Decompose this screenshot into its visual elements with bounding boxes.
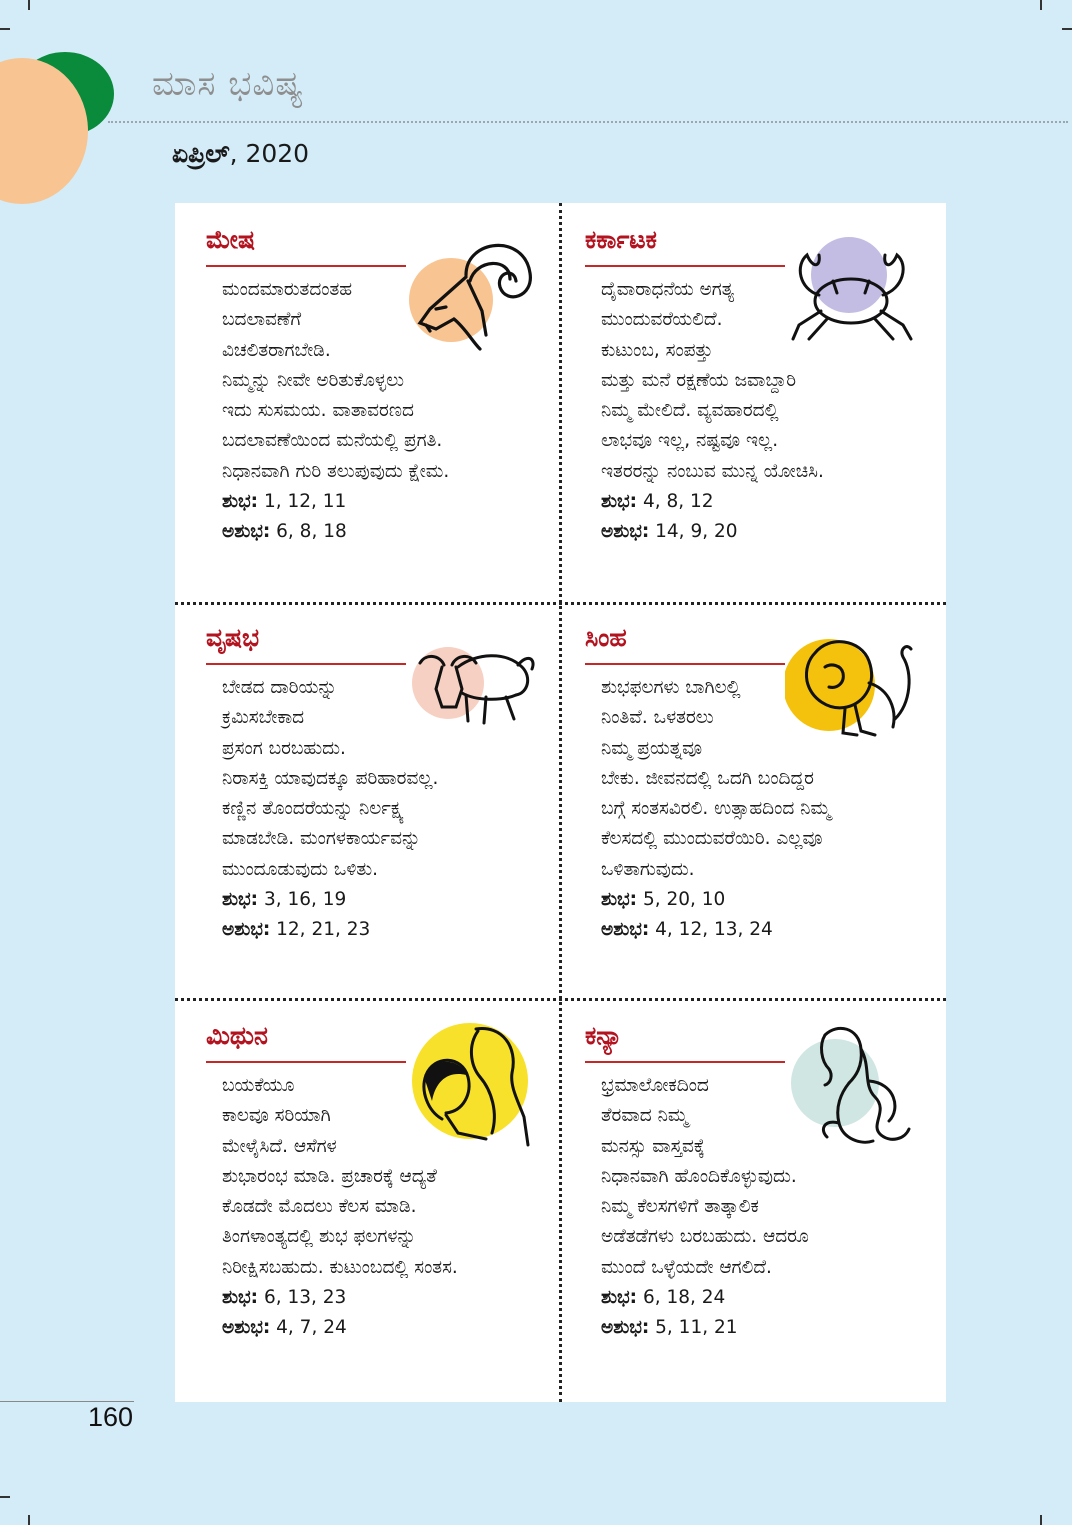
body-line: ಮುಂದೂಡುವುದು ಒಳಿತು. [222, 858, 378, 880]
lucky-values: 6, 18, 24 [642, 1287, 726, 1308]
body-line: ನಿಮ್ಮ ಪ್ರಯತ್ನವೂ [601, 737, 703, 759]
lucky-label: ಶುಭ: [601, 491, 638, 512]
body-line: ಲಾಭವೂ ಇಲ್ಲ, ನಷ್ಟವೂ ಇಲ್ಲ. [601, 430, 779, 452]
body-line: ಬದಲಾವಣೆಯಿಂದ ಮನೆಯಲ್ಲಿ ಪ್ರಗತಿ. [222, 430, 443, 452]
lucky-values: 3, 16, 19 [263, 889, 347, 910]
crop-mark [0, 1496, 10, 1498]
sign-body [222, 1071, 544, 1283]
body-line: ನಿಧಾನವಾಗಿ ಗುರಿ ತಲುಪುವುದು ಕ್ಷೇಮ. [222, 460, 450, 482]
sign-card-karkataka [585, 203, 925, 583]
sign-card-kanya [585, 999, 925, 1379]
sign-underline [206, 265, 406, 267]
sign-underline [585, 1061, 785, 1063]
lucky-label: ಶುಭ: [222, 491, 259, 512]
body-line: ಮುಂದೆ ಒಳ್ಳೆಯದೇ ಆಗಲಿದೆ. [601, 1256, 772, 1278]
sign-name: ಮೇಷ [206, 225, 255, 254]
body-line: ನಿರೀಕ್ಷಿಸಬಹುದು. ಕುಟುಂಬದಲ್ಲಿ ಸಂತಸ. [222, 1256, 458, 1278]
crop-mark [1040, 0, 1042, 10]
body-line: ಮಾಡಬೇಡಿ. ಮಂಗಳಕಾರ್ಯವನ್ನು [222, 828, 421, 850]
body-line: ನಿಮ್ಮನ್ನು ನೀವೇ ಅರಿತುಕೊಳ್ಳಲು [222, 369, 404, 391]
sign-card-mesha [206, 203, 546, 583]
body-line: ಭ್ರಮಾಲೋಕದಿಂದ [601, 1075, 709, 1096]
body-line: ಇತರರನ್ನು ನಂಬುವ ಮುನ್ನ ಯೋಚಿಸಿ. [601, 460, 824, 482]
sign-underline [206, 663, 406, 665]
body-line: ಬೇಕು. ಜೀವನದಲ್ಲಿ ಒದಗಿ ಬಂದಿದ್ದರ [601, 767, 814, 789]
body-line: ಕೆಲಸದಲ್ಲಿ ಮುಂದುವರೆಯಿರಿ. ಎಲ್ಲವೂ [601, 828, 823, 850]
body-line: ಕೊಡದೇ ಮೊದಲು ಕೆಲಸ ಮಾಡಿ. [222, 1196, 417, 1218]
unlucky-dates [222, 915, 542, 945]
body-line: ಪ್ರಸಂಗ ಬರಬಹುದು. [222, 737, 346, 759]
sign-body [222, 275, 544, 487]
body-line: ಮೇಳೈಸಿದೆ. ಆಸೆಗಳ [222, 1135, 337, 1157]
crop-mark [28, 0, 30, 10]
year-label: 2020 [245, 139, 310, 168]
unlucky-values: 5, 11, 21 [655, 1317, 738, 1338]
lucky-values: 1, 12, 11 [263, 491, 347, 512]
title-divider [108, 121, 1068, 123]
unlucky-label: ಅಶುಭ: [222, 521, 271, 542]
sign-name: ಮಿಥುನ [206, 1021, 268, 1050]
unlucky-dates [222, 517, 542, 547]
body-line: ಕುಟುಂಬ, ಸಂಪತ್ತು [601, 339, 713, 361]
unlucky-dates [222, 1313, 542, 1343]
unlucky-label: ಅಶುಭ: [601, 919, 650, 940]
unlucky-values: 6, 8, 18 [276, 521, 347, 542]
body-line: ಕ್ರಮಿಸಬೇಕಾದ [222, 707, 305, 729]
body-line: ಬಗ್ಗೆ ಸಂತಸವಿರಲಿ. ಉತ್ಸಾಹದಿಂದ ನಿಮ್ಮ [601, 798, 831, 820]
body-line: ನಿಮ್ಮ ಕೆಲಸಗಳಿಗೆ ತಾತ್ಕಾಲಿಕ [601, 1196, 759, 1218]
column-divider [559, 203, 562, 1402]
crop-mark [1040, 1515, 1042, 1525]
lucky-values: 5, 20, 10 [642, 889, 726, 910]
unlucky-label: ಅಶುಭ: [222, 919, 271, 940]
sign-body [601, 275, 923, 487]
unlucky-dates [601, 915, 921, 945]
unlucky-values: 14, 9, 20 [655, 521, 738, 542]
page-title: ಮಾಸ ಭವಿಷ್ಯ [152, 64, 305, 104]
unlucky-dates [601, 517, 921, 547]
lucky-dates [222, 1283, 542, 1313]
sign-name: ಕನ್ಯಾ [585, 1021, 623, 1050]
body-line: ನಿಂತಿವೆ. ಒಳತರಲು [601, 707, 714, 729]
lucky-dates [222, 885, 542, 915]
unlucky-label: ಅಶುಭ: [601, 1317, 650, 1338]
body-line: ಶುಭಾರಂಭ ಮಾಡಿ. ಪ್ರಚಾರಕ್ಕೆ ಆದ್ಯತೆ [222, 1165, 437, 1187]
sign-underline [585, 663, 785, 665]
lucky-values: 6, 13, 23 [263, 1287, 347, 1308]
unlucky-label: ಅಶುಭ: [222, 1317, 271, 1338]
body-line: ಶುಭಫಲಗಳು ಬಾಗಿಲಲ್ಲಿ [601, 677, 741, 698]
month-label: ಏಪ್ರಿಲ್ [172, 139, 230, 168]
body-line: ಕಣ್ಣಿನ ತೊಂದರೆಯನ್ನು ನಿರ್ಲಕ್ಷ್ಯ [222, 798, 405, 820]
unlucky-values: 4, 12, 13, 24 [655, 919, 773, 940]
body-line: ಮಂದಮಾರುತದಂತಹ [222, 279, 353, 300]
sign-underline [585, 265, 785, 267]
month-heading: ಏಪ್ರಿಲ್, 2020 [172, 139, 310, 168]
sign-card-mithuna [206, 999, 546, 1379]
body-line: ಇದು ಸುಸಮಯ. ವಾತಾವರಣದ [222, 400, 414, 422]
sign-name: ವೃಷಭ [206, 623, 260, 652]
body-line: ಬದಲಾವಣೆಗೆ [222, 309, 302, 331]
sign-name: ಸಿಂಹ [585, 623, 627, 652]
lucky-dates [601, 885, 921, 915]
body-line: ನಿರಾಸಕ್ತಿ ಯಾವುದಕ್ಕೂ ಪರಿಹಾರವಲ್ಲ. [222, 767, 439, 789]
horoscope-panel [175, 203, 946, 1402]
body-line: ಬೇಡದ ದಾರಿಯನ್ನು [222, 677, 338, 698]
sign-name: ಕರ್ಕಾಟಕ [585, 225, 657, 254]
sign-underline [206, 1061, 406, 1063]
lucky-label: ಶುಭ: [222, 889, 259, 910]
unlucky-label: ಅಶುಭ: [601, 521, 650, 542]
body-line: ನಿಮ್ಮ ಮೇಲಿದೆ. ವ್ಯವಹಾರದಲ್ಲಿ [601, 400, 779, 422]
body-line: ಒಳಿತಾಗುವುದು. [601, 858, 695, 880]
body-line: ಮುಂದುವರೆಯಲಿದೆ. [601, 309, 723, 331]
body-line: ಬಯಕೆಯೂ [222, 1075, 295, 1096]
body-line: ಮನಸ್ಸು ವಾಸ್ತವಕ್ಕೆ [601, 1135, 705, 1157]
body-line: ತಿಂಗಳಾಂತ್ಯದಲ್ಲಿ ಶುಭ ಫಲಗಳನ್ನು [222, 1226, 417, 1248]
lucky-dates [222, 487, 542, 517]
lucky-values: 4, 8, 12 [642, 491, 714, 512]
lucky-dates [601, 487, 921, 517]
lucky-label: ಶುಭ: [601, 889, 638, 910]
crop-mark [1062, 28, 1072, 30]
page-number: 160 [88, 1402, 134, 1432]
lucky-label: ಶುಭ: [601, 1287, 638, 1308]
unlucky-values: 12, 21, 23 [276, 919, 371, 940]
body-line: ಕಾಲವೂ ಸರಿಯಾಗಿ [222, 1105, 331, 1127]
body-line: ತೆರವಾದ ನಿಮ್ಮ [601, 1105, 688, 1127]
unlucky-values: 4, 7, 24 [276, 1317, 347, 1338]
sign-body [601, 1071, 923, 1283]
crop-mark [28, 1515, 30, 1525]
crop-mark [0, 28, 10, 30]
body-line: ವಿಚಲಿತರಾಗಬೇಡಿ. [222, 339, 331, 361]
lucky-label: ಶುಭ: [222, 1287, 259, 1308]
sign-body [601, 673, 923, 885]
body-line: ಮತ್ತು ಮನೆ ರಕ್ಷಣೆಯ ಜವಾಬ್ದಾರಿ [601, 369, 797, 391]
sign-card-vrishabha [206, 601, 546, 981]
body-line: ನಿಧಾನವಾಗಿ ಹೊಂದಿಕೊಳ್ಳುವುದು. [601, 1165, 797, 1187]
lucky-dates [601, 1283, 921, 1313]
body-line: ಅಡೆತಡೆಗಳು ಬರಬಹುದು. ಆದರೂ [601, 1226, 809, 1248]
sign-body [222, 673, 544, 885]
sign-card-simha [585, 601, 925, 981]
body-line: ದೈವಾರಾಧನೆಯ ಅಗತ್ಯ [601, 279, 735, 300]
unlucky-dates [601, 1313, 921, 1343]
